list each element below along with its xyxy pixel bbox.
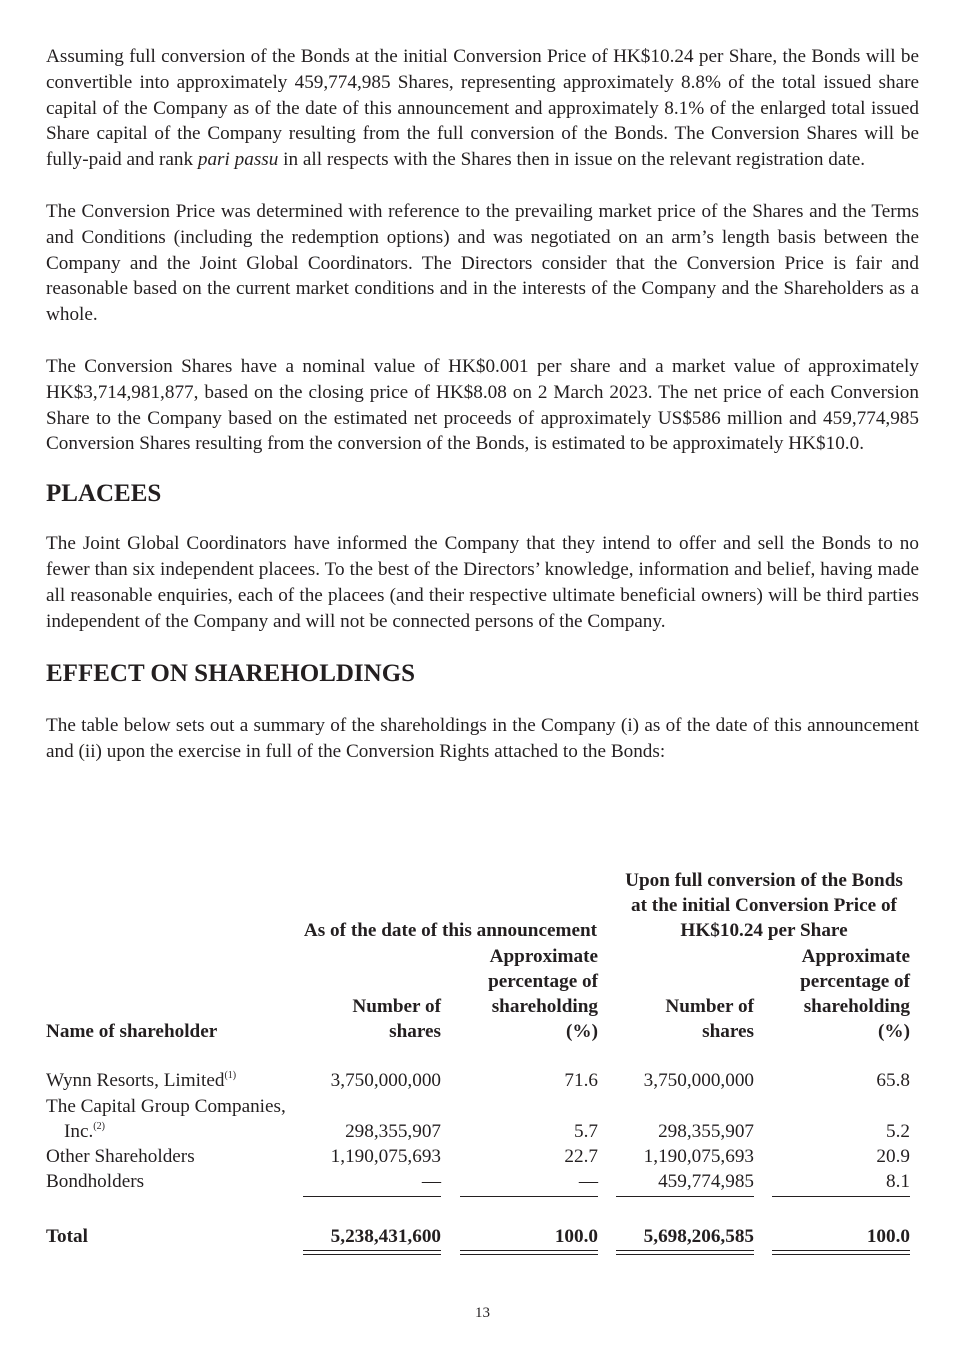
total-double-rule xyxy=(303,1250,441,1255)
total-double-rule xyxy=(616,1250,754,1255)
column-header-pct-2-line4: (%) xyxy=(878,1021,910,1042)
subtotal-rule xyxy=(303,1196,441,1197)
column-header-shares-2-line2: shares xyxy=(702,1021,754,1042)
table-cell: 298,355,907 xyxy=(345,1121,441,1142)
table-cell: 3,750,000,000 xyxy=(330,1070,441,1091)
column-header-name: Name of shareholder xyxy=(46,1021,218,1042)
subtotal-rule xyxy=(460,1196,598,1197)
paragraph-conversion-shares-value: The Conversion Shares have a nominal value of HK$0.001 per share and a market value of approximately HK$3,714,981,877, based on the closing price of HK$8.08 on 2 March 2023. The net price of each Conversion Share to the Company based on the estimated net proceeds of approximately US$586 million and 459,774,985 Conversion Shares resulting from the conversion of the Bonds, is estimated to be approximately HK$10.0. xyxy=(46,355,919,455)
column-header-pct-1-line2: percentage of xyxy=(488,971,598,992)
table-cell: 3,750,000,000 xyxy=(643,1070,754,1091)
group-header-conversion-line3: HK$10.24 per Share xyxy=(680,920,848,941)
column-header-pct-1-line3: shareholding xyxy=(491,996,598,1017)
table-cell: 71.6 xyxy=(564,1070,598,1091)
paragraph-table-intro: The table below sets out a summary of the shareholdings in the Company (i) as of the date of this announcement and (ii) upon the exercise in full of the Conversion Rights attached to the Bonds: xyxy=(46,715,919,763)
table-row-name: Bondholders xyxy=(46,1171,145,1192)
column-header-pct-1: Approximate xyxy=(489,946,598,967)
column-header-pct-1-line4: (%) xyxy=(566,1021,598,1042)
total-cell: 5,698,206,585 xyxy=(643,1226,754,1247)
table-cell: 22.7 xyxy=(564,1146,598,1167)
table-cell: 298,355,907 xyxy=(658,1121,754,1142)
heading-placees: PLACEES xyxy=(46,480,162,508)
table-cell: — xyxy=(578,1171,598,1192)
table-cell: 5.7 xyxy=(574,1121,598,1142)
group-header-conversion-line2: at the initial Conversion Price of xyxy=(631,895,897,916)
table-row-name: Wynn Resorts, Limited$^{(1)}$ xyxy=(46,1070,237,1091)
table-cell: 65.8 xyxy=(876,1070,910,1091)
subtotal-rule xyxy=(772,1196,910,1197)
paragraph-placees: The Joint Global Coordinators have informed the Company that they intend to offer and sell the Bonds to no fewer than six independent placees. To the best of the Directors’ knowledge, information and belief, having made all reasonable enquiries, each of the placees (and their respective ultimate beneficial owners) will be third parties independent of the Company and will not be connected persons of the Company. xyxy=(46,533,919,632)
page-number: 13 xyxy=(475,1305,490,1321)
column-header-pct-2-line2: percentage of xyxy=(800,971,910,992)
paragraph-conversion-price: The Conversion Price was determined with reference to the prevailing market price of the Shares and the Terms and Conditions (including the redemption options) and was negotiated on an arm’s length basis between the Company and the Joint Global Coordinators. The Directors consider that the Conversion Price is fair and reasonable based on the current market conditions and in the interests of the Company and the Shareholders as a whole. xyxy=(46,200,919,326)
table-cell: 1,190,075,693 xyxy=(643,1146,754,1167)
group-header-conversion-line1: Upon full conversion of the Bonds xyxy=(625,870,903,891)
heading-effect-on-shareholdings: EFFECT ON SHAREHOLDINGS xyxy=(46,660,416,688)
table-cell: 1,190,075,693 xyxy=(330,1146,441,1167)
table-cell: 459,774,985 xyxy=(658,1171,754,1192)
table-row-name: Other Shareholders xyxy=(46,1146,195,1167)
total-double-rule xyxy=(772,1250,910,1255)
shareholding-table xyxy=(46,868,911,1268)
group-header-current: As of the date of this announcement xyxy=(303,920,598,941)
column-header-pct-2-line3: shareholding xyxy=(803,996,910,1017)
column-header-shares-2: Number of xyxy=(665,996,754,1017)
column-header-pct-2: Approximate xyxy=(801,946,910,967)
table-row-name-cont: Inc.$^{(2)}$ xyxy=(64,1121,105,1142)
total-row-label: Total xyxy=(46,1226,88,1247)
total-double-rule xyxy=(460,1250,598,1255)
paragraph-conversion-assumption: Assuming full conversion of the Bonds at the initial Conversion Price of HK$10.24 per Share, the Bonds will be convertible into approximately 459,774,985 Shares, representing approximately 8.8% of the total issued share capital of the Company as of the date of this announcement and approximately 8.1% of the enlarged total issued Share capital of the Company resulting from the full conversion of the Bonds. The Conversion Shares will be fully-paid and rank pari passu in all respects with the Shares then in issue on the relevant registration date. xyxy=(46,46,919,171)
document-body xyxy=(46,44,919,765)
subtotal-rule xyxy=(616,1196,754,1197)
table-cell: — xyxy=(421,1171,441,1192)
table-cell: 5.2 xyxy=(886,1121,910,1142)
total-cell: 100.0 xyxy=(554,1226,598,1247)
column-header-shares-1: Number of xyxy=(352,996,441,1017)
table-cell: 8.1 xyxy=(886,1171,910,1192)
table-row-name: The Capital Group Companies, xyxy=(46,1096,286,1117)
total-cell: 100.0 xyxy=(866,1226,910,1247)
table-cell: 20.9 xyxy=(876,1146,910,1167)
total-cell: 5,238,431,600 xyxy=(330,1226,441,1247)
column-header-shares-1-line2: shares xyxy=(389,1021,441,1042)
